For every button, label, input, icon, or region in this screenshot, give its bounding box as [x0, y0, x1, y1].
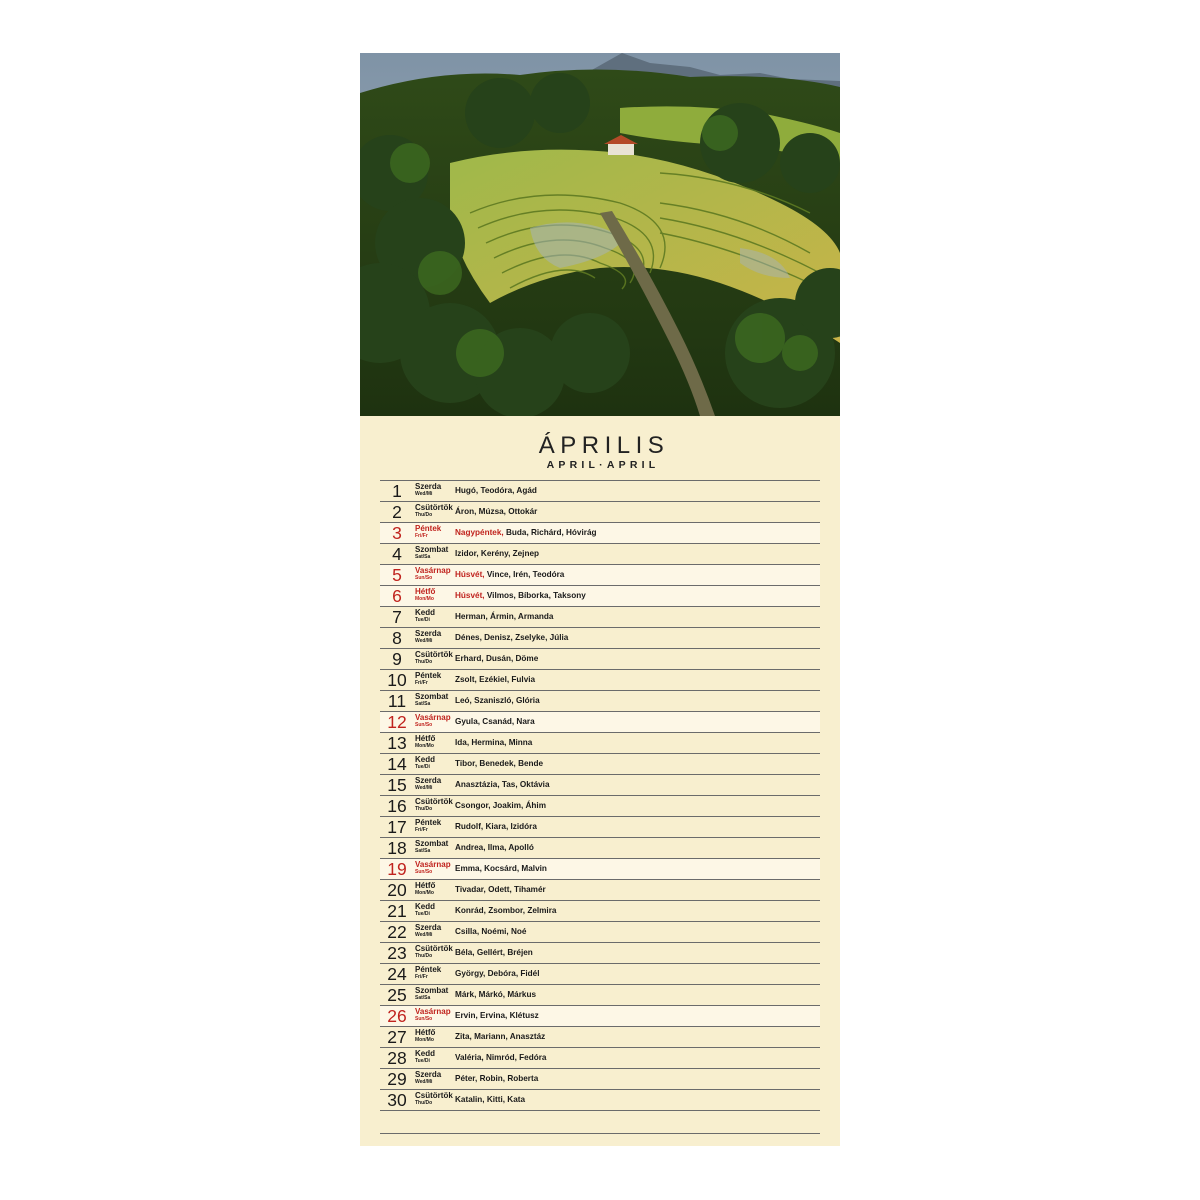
weekday-name: Hétfő [415, 587, 436, 596]
weekday-name: Szombat [415, 692, 449, 701]
day-row [380, 901, 820, 922]
weekday-name: Csütörtök [415, 650, 453, 659]
day-number: 12 [387, 712, 407, 732]
day-row [380, 607, 820, 628]
month-header [360, 433, 840, 471]
name-day-list [455, 1090, 525, 1110]
name-days: Izidor, Kerény, Zejnep [455, 549, 540, 558]
day-number: 21 [387, 901, 407, 921]
name-day-list [455, 586, 586, 606]
name-days: Hugó, Teodóra, Agád [455, 486, 537, 495]
weekday-translation: Sat/Sa [415, 848, 431, 854]
month-title: ÁPRILIS [538, 432, 670, 459]
weekday-translation: Fri/Fr [415, 974, 428, 980]
day-row [380, 1006, 820, 1027]
weekday-name: Szombat [415, 839, 449, 848]
weekday-translation: Tue/Di [415, 764, 430, 770]
day-number: 26 [387, 1006, 407, 1026]
weekday-name: Szombat [415, 545, 449, 554]
day-row [380, 817, 820, 838]
day-number: 22 [387, 922, 407, 942]
weekday-name: Vasárnap [415, 566, 451, 575]
name-days: Emma, Kocsárd, Malvin [455, 864, 547, 873]
day-row [380, 859, 820, 880]
name-days: Rudolf, Kiara, Izidóra [455, 822, 537, 831]
name-day-list [455, 565, 564, 585]
weekday-translation: Thu/Do [415, 659, 433, 665]
day-row [380, 1048, 820, 1069]
weekday-translation: Sat/Sa [415, 701, 431, 707]
name-days: Tivadar, Odett, Tihamér [455, 885, 546, 894]
name-day-list [455, 733, 532, 753]
day-row [380, 481, 820, 502]
day-number: 20 [387, 880, 407, 900]
weekday-name: Hétfő [415, 1028, 436, 1037]
day-row [380, 796, 820, 817]
name-days: Vince, Irén, Teodóra [486, 570, 565, 579]
day-number: 24 [387, 964, 407, 984]
weekday-translation: Thu/Do [415, 806, 433, 812]
name-day-list [455, 859, 547, 879]
name-day-list [455, 628, 568, 648]
weekday-translation: Sun/So [415, 1016, 433, 1022]
feast-day-label: Nagypéntek, [455, 528, 504, 537]
name-day-list [455, 838, 534, 858]
weekday-name: Hétfő [415, 734, 436, 743]
name-day-list [455, 880, 546, 900]
name-days: Leó, Szaniszló, Glória [455, 696, 540, 705]
weekday-translation: Wed/Mi [415, 785, 433, 791]
month-subtitle: APRIL·APRIL [546, 459, 660, 471]
name-day-list [455, 1048, 546, 1068]
day-row [380, 985, 820, 1006]
day-number: 3 [392, 523, 402, 543]
weekday-translation: Wed/Mi [415, 491, 433, 497]
day-row [380, 712, 820, 733]
name-days: Áron, Múzsa, Ottokár [455, 507, 538, 516]
feast-day-label: Húsvét, [455, 570, 485, 579]
day-row [380, 838, 820, 859]
day-row [380, 628, 820, 649]
day-number: 7 [392, 607, 402, 627]
name-days: Béla, Gellért, Bréjen [455, 948, 533, 957]
weekday-name: Péntek [415, 524, 442, 533]
day-row [380, 691, 820, 712]
name-days: Valéria, Nimród, Fedóra [455, 1053, 547, 1062]
weekday-name: Kedd [415, 902, 435, 911]
name-days: Ervin, Ervina, Klétusz [455, 1011, 539, 1020]
day-number: 1 [392, 481, 402, 501]
weekday-translation: Sun/So [415, 869, 433, 875]
day-row [380, 775, 820, 796]
name-day-list [455, 1027, 545, 1047]
day-number: 23 [387, 943, 407, 963]
weekday-name: Kedd [415, 755, 435, 764]
day-number: 16 [387, 796, 407, 816]
day-row [380, 502, 820, 523]
weekday-translation: Thu/Do [415, 1100, 433, 1106]
name-days: Csilla, Noémi, Noé [455, 927, 527, 936]
weekday-name: Szerda [415, 1070, 442, 1079]
name-day-list [455, 901, 556, 921]
name-day-list [455, 502, 537, 522]
weekday-translation: Wed/Mi [415, 932, 433, 938]
weekday-name: Szerda [415, 629, 442, 638]
weekday-name: Vasárnap [415, 860, 451, 869]
weekday-translation: Sat/Sa [415, 995, 431, 1001]
name-day-list [455, 649, 538, 669]
day-number: 27 [387, 1027, 407, 1047]
weekday-name: Hétfő [415, 881, 436, 890]
name-days: Ida, Hermina, Minna [455, 738, 533, 747]
name-days: Buda, Richárd, Hóvirág [505, 528, 597, 537]
feast-day-label: Húsvét, [455, 591, 485, 600]
day-row [380, 1069, 820, 1090]
day-number: 10 [387, 670, 407, 690]
day-number: 5 [392, 565, 402, 585]
day-row [380, 1027, 820, 1048]
weekday-name: Péntek [415, 671, 442, 680]
day-row [380, 523, 820, 544]
name-day-list [455, 607, 553, 627]
name-days: Péter, Robin, Roberta [455, 1074, 539, 1083]
name-days: Konrád, Zsombor, Zelmira [455, 906, 557, 915]
name-days: Zsolt, Ezékiel, Fulvia [455, 675, 536, 684]
weekday-name: Csütörtök [415, 944, 453, 953]
day-number: 8 [392, 628, 402, 648]
day-row [380, 565, 820, 586]
day-number: 15 [387, 775, 407, 795]
day-number: 25 [387, 985, 407, 1005]
weekday-name: Kedd [415, 1049, 435, 1058]
weekday-translation: Wed/Mi [415, 638, 433, 644]
name-day-list [455, 985, 536, 1005]
day-row [380, 754, 820, 775]
wall-calendar-page [360, 53, 840, 1146]
weekday-translation: Thu/Do [415, 953, 433, 959]
name-day-list [455, 691, 540, 711]
weekday-translation: Sun/So [415, 722, 433, 728]
day-row [380, 1090, 820, 1111]
weekday-translation: Sat/Sa [415, 554, 431, 560]
rice-terrace-photo [360, 53, 840, 416]
weekday-translation: Sun/So [415, 575, 433, 581]
weekday-translation: Tue/Di [415, 1058, 430, 1064]
name-day-list [455, 817, 537, 837]
empty-row [380, 1111, 820, 1134]
name-day-list [455, 481, 537, 501]
day-row [380, 964, 820, 985]
name-days: György, Debóra, Fidél [455, 969, 540, 978]
day-row [380, 586, 820, 607]
day-number: 29 [387, 1069, 407, 1089]
day-number: 11 [387, 691, 407, 711]
day-row [380, 943, 820, 964]
name-days: Dénes, Denisz, Zselyke, Júlia [455, 633, 569, 642]
name-days: Anasztázia, Tas, Oktávia [455, 780, 550, 789]
weekday-name: Szombat [415, 986, 449, 995]
name-days: Vilmos, Bíborka, Taksony [486, 591, 586, 600]
day-number: 17 [387, 817, 407, 837]
name-day-list [455, 544, 539, 564]
name-day-list [455, 670, 535, 690]
weekday-name: Szerda [415, 482, 442, 491]
day-number: 19 [387, 859, 407, 879]
day-row [380, 733, 820, 754]
weekday-translation: Mon/Mo [415, 890, 434, 896]
name-day-list [455, 523, 597, 543]
weekday-translation: Fri/Fr [415, 827, 428, 833]
name-day-list [455, 943, 533, 963]
name-days: Zita, Mariann, Anasztáz [455, 1032, 546, 1041]
name-days: Katalin, Kitti, Kata [455, 1095, 526, 1104]
weekday-translation: Mon/Mo [415, 596, 434, 602]
name-day-list [455, 754, 543, 774]
name-days: Tibor, Benedek, Bende [455, 759, 544, 768]
day-number: 30 [387, 1090, 407, 1110]
weekday-translation: Fri/Fr [415, 680, 428, 686]
name-day-list [455, 1006, 539, 1026]
name-days: Herman, Ármin, Armanda [455, 612, 554, 621]
weekday-name: Csütörtök [415, 1091, 453, 1100]
day-number: 14 [387, 754, 407, 774]
name-day-list [455, 1069, 538, 1089]
name-days: Andrea, Ilma, Apolló [455, 843, 534, 852]
weekday-translation: Thu/Do [415, 512, 433, 518]
weekday-name: Csütörtök [415, 503, 453, 512]
weekday-translation: Fri/Fr [415, 533, 428, 539]
weekday-name: Péntek [415, 818, 442, 827]
day-number: 28 [387, 1048, 407, 1068]
weekday-name: Szerda [415, 923, 442, 932]
name-days: Csongor, Joakim, Áhim [455, 801, 546, 810]
weekday-translation: Tue/Di [415, 911, 430, 917]
weekday-translation: Mon/Mo [415, 1037, 434, 1043]
weekday-name: Szerda [415, 776, 442, 785]
weekday-name: Vasárnap [415, 1007, 451, 1016]
day-list [380, 480, 820, 1134]
day-row [380, 670, 820, 691]
name-day-list [455, 712, 535, 732]
weekday-name: Péntek [415, 965, 442, 974]
weekday-translation: Mon/Mo [415, 743, 434, 749]
weekday-name: Vasárnap [415, 713, 451, 722]
name-days: Erhard, Dusán, Döme [455, 654, 539, 663]
weekday-name: Csütörtök [415, 797, 453, 806]
name-day-list [455, 796, 546, 816]
day-number: 18 [387, 838, 407, 858]
name-days: Márk, Márkó, Márkus [455, 990, 536, 999]
name-day-list [455, 964, 539, 984]
name-day-list [455, 775, 550, 795]
day-number: 2 [392, 502, 402, 522]
name-days: Gyula, Csanád, Nara [455, 717, 535, 726]
day-row [380, 544, 820, 565]
weekday-name: Kedd [415, 608, 435, 617]
day-row [380, 649, 820, 670]
day-row [380, 880, 820, 901]
name-day-list [455, 922, 526, 942]
weekday-translation: Wed/Mi [415, 1079, 433, 1085]
day-number: 13 [387, 733, 407, 753]
day-number: 6 [392, 586, 402, 606]
weekday-translation: Tue/Di [415, 617, 430, 623]
day-row [380, 922, 820, 943]
day-number: 9 [392, 649, 402, 669]
day-number: 4 [392, 544, 402, 564]
